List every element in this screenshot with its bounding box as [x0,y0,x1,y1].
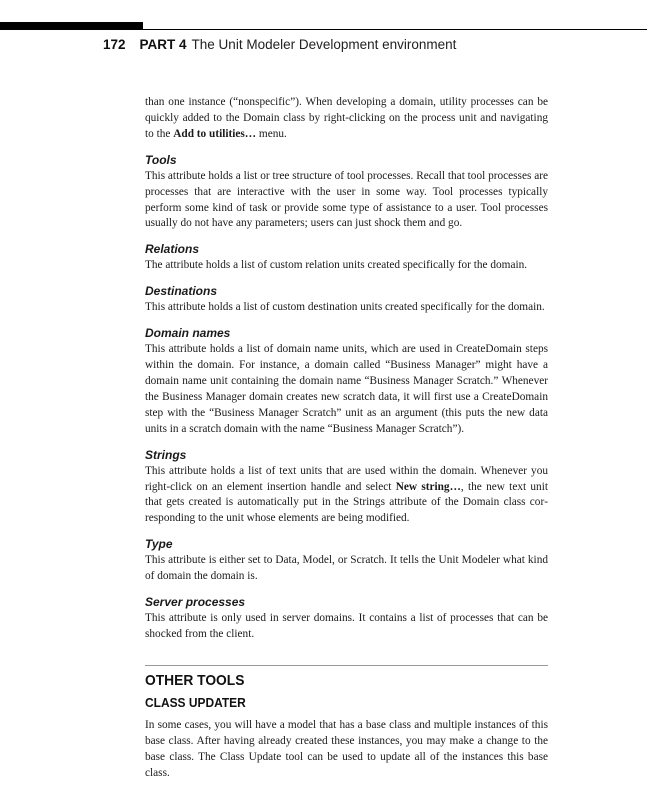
relations-paragraph: The attribute holds a list of custom relation units created specifically for the domain. [145,259,528,272]
type-heading: Type [145,537,173,552]
part-title: The Unit Modeler Development environment [191,37,457,52]
header-rule [143,29,647,30]
domain-names-paragraph: This attribute holds a list of domain name units, which are used in CreateDomain steps within the domain. For instance, a domain called “Business Manager” might have a domain name unit containing the domain name “Business Manager Scratch.” Whenever the Business Manager domain creates new scratch data, it will first use a CreateDomain step with the “Business Manager Scratch” unit as an argument (this puts the new data units in a scratch domain with the name “Business Manager Scratch”). [145,343,548,435]
class-updater-heading: CLASS UPDATER [145,694,246,710]
running-header [103,36,456,54]
strings-heading: Strings [145,447,187,462]
add-to-utilities-menu-ref: Add to utilities… [173,127,257,140]
other-tools-heading: OTHER TOOLS [145,671,245,689]
page-body [145,95,548,781]
server-processes-paragraph: This attribute is only used in server domains. It contains a list of processes that can be shocked from the client. [145,612,548,640]
relations-heading: Relations [145,242,200,257]
part-label: PART 4 [139,37,187,52]
type-paragraph: This attribute is either set to Data, Model, or Scratch. It tells the Unit Modeler what kind of domain the domain is. [145,554,548,583]
destinations-heading: Destinations [145,284,218,299]
strings-text: This attribute holds a list of text units that are used within the domain. Whenever you right-click on an element insertion handle and select [145,464,548,493]
server-processes-heading: Server processes [145,595,246,610]
domain-names-heading: Domain names [145,326,231,341]
intro-text: than one instance (“nonspecific”). When developing a domain, utility processes can be quickly added to the Domain class by right-clicking on the process unit and navigating to the [145,96,548,140]
strings-paragraph [145,464,548,528]
new-string-menu-ref: New string… [395,480,461,493]
class-updater-paragraph: In some cases, you will have a model that has a base class and multiple instances of this base class. After having already created these instances, you may make a change to the base class. The Class Update tool can be used to update all of the instances this base class. [145,718,548,779]
destinations-paragraph: This attribute holds a list of custom destination units created specifically for the domain. [145,301,545,314]
strings-text-end: , the new text unit that gets created is automatically put in the Strings attribute of the Domain class corresponding to the unit whose elements are being modified. [145,480,548,525]
intro-paragraph [145,95,548,143]
section-divider [145,665,548,666]
page-number: 172 [103,37,126,52]
tools-heading: Tools [145,152,177,167]
tools-paragraph: This attribute holds a list or tree structure of tool processes. Recall that tool processes are processes that are interactive with the user in some way. Tool processes typically perform some kind of task or provide some type of assistance to a user. Tool processes usually do not have any parameters; users can just shock them and go. [145,169,548,230]
intro-text-end: menu. [256,127,287,140]
header-bar [0,22,143,30]
